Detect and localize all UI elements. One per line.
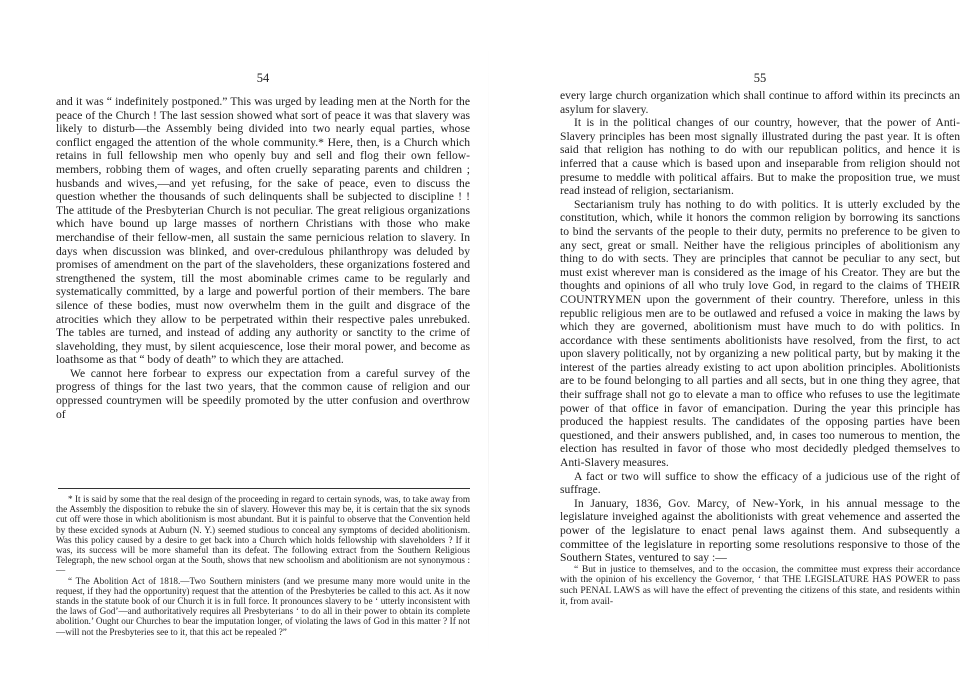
paragraph: every large church organization which shall continue to afford within its precincts an asylum for slavery.: [560, 89, 960, 116]
left-page: [56, 0, 470, 691]
paragraph: We cannot here forbear to express our expectation from a careful survey of the progress of things for the last two years, that the common cause of religion and our oppressed countrymen will be speedily promoted by the utter confusion and overthrow of: [56, 366, 470, 421]
paragraph: A fact or two will suffice to show the efficacy of a judicious use of the right of suffrage.: [560, 469, 960, 497]
footnote-paragraph: * It is said by some that the real design of the proceeding in regard to certain synods, was, to take away from the Assembly the disposition to rebuke the sin of slavery. However this may be, it is certain that the six synods cut off were those in which abolitionism is most abundant. But it is painful to observe that the Convention held by these excided synods at Auburn (N. Y.) seemed studious to conceal any symptoms of decided abolitionism. Was this policy caused by a desire to get back into a Church which holds fellowship with slaveholders ? If it was, its success will be more shameful than its defeat. The following extract from the Southern Religious Telegraph, the new school organ at the South, shows that new schoolism and abolitionism are not synonymous :—: [56, 494, 470, 576]
body-text: [56, 95, 470, 421]
page-number: 54: [256, 71, 270, 85]
footnote: [56, 494, 470, 637]
book-gutter: [488, 40, 489, 660]
page-number: 55: [753, 71, 767, 85]
paragraph: In January, 1836, Gov. Marcy, of New-York, in his annual message to the legislature inveighed against the abolitionists with great vehemence and asserted the power of the legislature to enact penal laws against them. And subsequently a committee of the legislature in reporting some resolutions responsive to those of the Southern States, ventured to say :—: [560, 496, 960, 565]
footnote-divider: [58, 488, 470, 489]
paragraph: and it was “ indefinitely postponed.” This was urged by leading men at the North for the peace of the Church ! The last session showed what sort of peace it was that slavery was likely to disturb—the Assembly being divided into two nearly equal parties, whose conflict engaged the attention of the whole community.* Here, then, is a Church which retains in full fellowship men who openly buy and sell and flog their own fellow-members, robbing them of wages, and often cruelly separating parents and children ; husbands and wives,—and yet refusing, for the sake of peace, even to discuss the question whether the thousands of such delinquents shall be subjected to discipline ! ! The attitude of the Presbyterian Church is not peculiar. The great religious organizations which have bound up large masses of northern Christians with those who make merchandise of their fellow-men, all sustain the same pernicious relation to slavery. In days when discussion was blinked, and over-credulous philanthropy was deluded by promises of amendment on the part of the slaveholders, these organizations fostered and strengthened the system, till the most abominable crimes came to be regularly and systematically committed, by a large and powerful portion of their members. The bare silence of these bodies, must now overwhelm them in the guilt and disgrace of the atrocities which they allow to be perpetrated within their respective pales unrebuked. The tables are turned, and instead of adding any authority or sanctity to the crime of slaveholding, they must, by silent acquiescence, lose their moral power, and become as loathsome as that “ body of death” to which they are attached.: [56, 95, 470, 367]
body-text: [560, 89, 960, 607]
footnote-quote: “ The Abolition Act of 1818.—Two Southern ministers (and we presume many more would unite in the request, if they had the opportunity) request that the attention of the Presbyteries be called to this act. As it now stands in the statute book of our Church it is in full force. It pronounces slavery to be ‘ utterly inconsistent with the laws of God’—and authoritatively requires all Presbyterians ‘ to do all in their power to obtain its complete abolition.’ Ought our Churches to bear the imputation longer, of violating the laws of God in this matter ? If not—will not the Presbyteries see to it, that this act be repealed ?”: [56, 575, 470, 637]
paragraph: Sectarianism truly has nothing to do with politics. It is utterly excluded by the constitution, which, while it honors the common religion by borrowing its sanctions to bind the servants of the people to their duty, permits no preference to be given to any sect, great or small. Neither have the religious principles of abolitionism any thing to do with sects. They are principles that cannot be peculiar to any sect, but must exist wherever man is considered as the image of his Creator. They are but the thoughts and opinions of all who truly love God, in regard to the claims of THEIR COUNTRYMEN upon the government of their country. Therefore, unless in this republic religious men are to be outlawed and refused a voice in making the laws by which they are governed, abolitionism must have much to do with politics. In accordance with these sentiments abolitionists have resolved, from the first, to act upon slavery politically, not by organizing a new political party, but by making it the interest of the parties already existing to act upon abolition principles. Abolitionists are to be found belonging to all parties and all sects, but in one thing they agree, that their suffrage shall not go to elevate a man to office who refuses to use the legitimate power of that office in favor of emancipation. During the year this principle has produced the happiest results. The candidates of the opposing parties have been questioned, and their answers published, and, in cases too numerous to mention, the election has resulted in favor of those who most decidedly pledged themselves to Anti-Slavery measures.: [560, 197, 960, 470]
paragraph: It is in the political changes of our country, however, that the power of Anti-Slavery principles has been most signally illustrated during the past year. It is often said that religion has nothing to do with our republican politics, and hence it is inferred that a cause which is based upon and inseparable from religion should not presume to meddle with political affairs. But to make the proposition true, we must read instead of religion, sectarianism.: [560, 116, 960, 198]
block-quote: “ But in justice to themselves, and to the occasion, the committee must express their accordance with the opinion of his excellency the Governor, ‘ that THE LEGISLATURE HAS POWER to pass such PENAL LAWS as will have the effect of preventing the citizens of this state, and residents within it, from avail-: [560, 563, 960, 607]
right-page: [560, 0, 960, 691]
